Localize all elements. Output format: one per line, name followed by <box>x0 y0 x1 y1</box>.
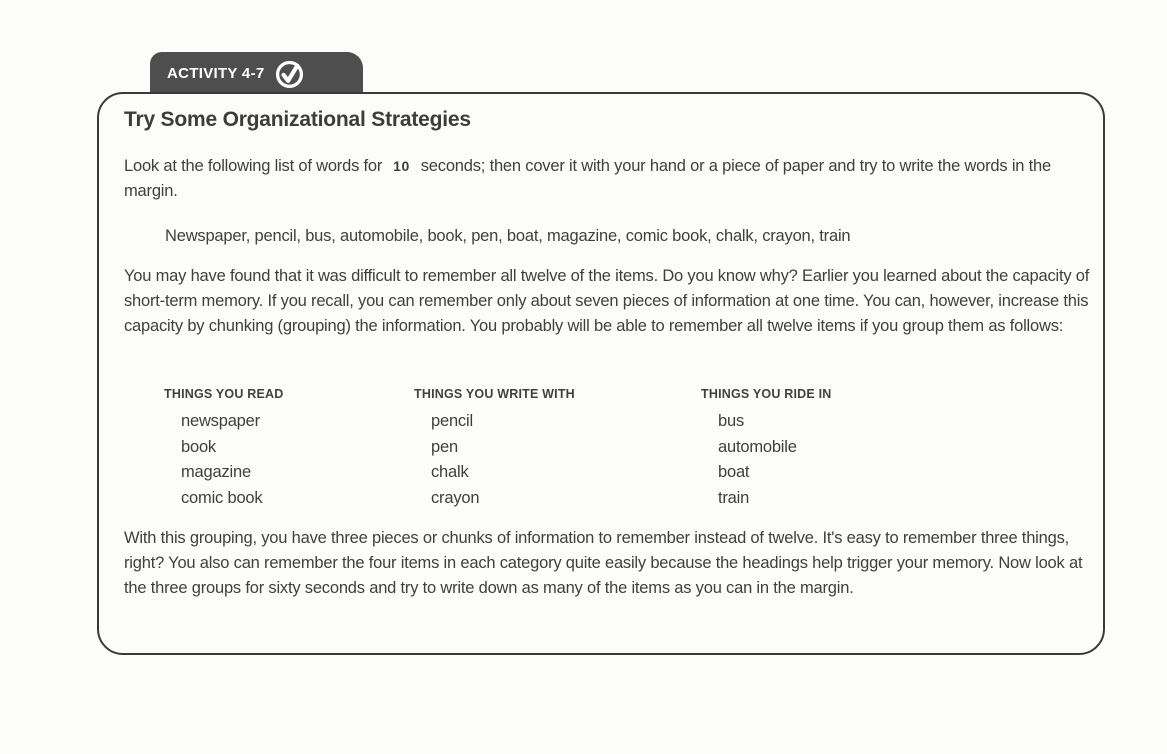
seconds-count: 10 <box>393 158 410 174</box>
group-item: newspaper <box>181 412 260 430</box>
group-things-you-ride-in <box>701 386 831 511</box>
group-heading: THINGS YOU WRITE WITH <box>414 387 575 401</box>
activity-tab-label: ACTIVITY 4-7 <box>167 64 265 82</box>
intro-text-after: seconds; then cover it with your hand or a piece of paper and try to write the words in the margin. <box>124 157 1051 200</box>
explanation-paragraph: You may have found that it was difficult to remember all twelve of the items. Do you know why? Earlier you learned about the capacity of short-term memory. If you recall, you can remember only about seven pieces of information at one time. You can, however, increase this capacity by chunking (grouping) the information. You probably will be able to remember all twelve items if you group them as follows: <box>124 267 1090 335</box>
word-list: Newspaper, pencil, bus, automobile, book, pen, boat, magazine, comic book, chalk, crayon, train <box>165 227 851 245</box>
group-item: book <box>181 437 216 456</box>
closing-paragraph: With this grouping, you have three pieces or chunks of information to remember instead of twelve. It's easy to remember three things, right? You also can remember the four items in each category quite easily because the headings help trigger your memory. Now look at the three groups for sixty seconds and try to write down as many of the items as you can in the margin. <box>124 529 1083 597</box>
group-heading: THINGS YOU READ <box>164 387 284 401</box>
group-item: boat <box>718 463 750 481</box>
group-heading: THINGS YOU RIDE IN <box>701 387 832 401</box>
card-title: Try Some Organizational Strategies <box>124 108 471 131</box>
group-item: comic book <box>181 488 263 507</box>
group-item: bus <box>718 412 745 430</box>
group-item: automobile <box>718 437 797 456</box>
intro-text-before: Look at the following list of words for <box>124 157 383 175</box>
group-item: pen <box>431 437 458 456</box>
activity-tab <box>150 52 363 94</box>
group-item: crayon <box>431 488 480 507</box>
check-circle-icon <box>273 57 306 90</box>
group-item: magazine <box>181 463 251 481</box>
activity-card <box>97 92 1105 655</box>
intro-paragraph <box>124 154 1096 204</box>
group-item: train <box>718 488 750 507</box>
group-things-you-read <box>164 386 283 511</box>
word-groups <box>99 386 1103 516</box>
group-item: chalk <box>431 463 469 481</box>
group-things-you-write-with <box>414 386 575 511</box>
group-item: pencil <box>431 412 473 430</box>
